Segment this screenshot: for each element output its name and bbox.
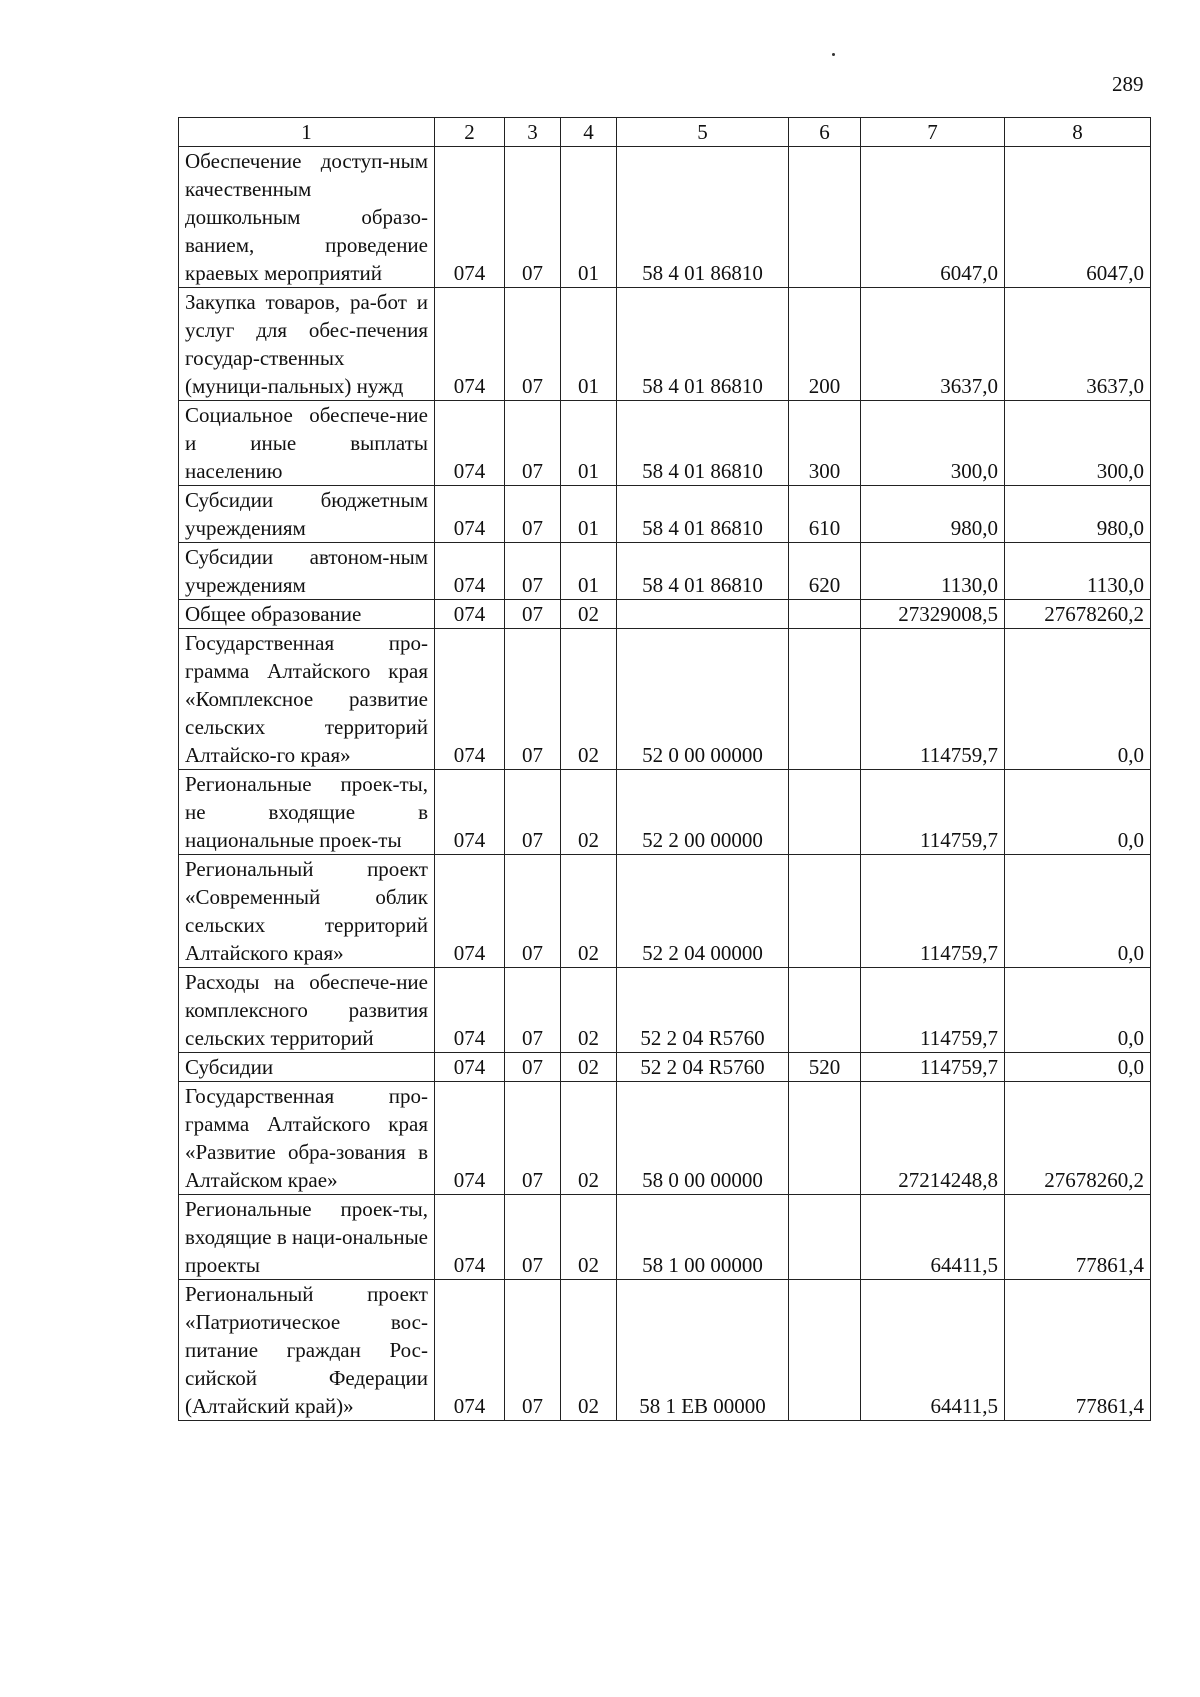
subsection-cell: 01 (561, 486, 617, 543)
amount-col8-cell: 6047,0 (1005, 147, 1151, 288)
amount-col7-cell: 1130,0 (861, 543, 1005, 600)
target-article-cell: 58 4 01 86810 (617, 486, 789, 543)
amount-col8-cell: 0,0 (1005, 770, 1151, 855)
admin-code-cell: 074 (435, 401, 505, 486)
section-cell: 07 (505, 855, 561, 968)
header-cell: 8 (1005, 118, 1151, 147)
expense-type-cell: 610 (789, 486, 861, 543)
row-name-cell: Региональные проек-ты, не входящие в национальные проек-ты (179, 770, 435, 855)
expense-type-cell (789, 770, 861, 855)
row-name-cell: Региональный проект «Современный облик сельских территорий Алтайского края» (179, 855, 435, 968)
header-cell: 7 (861, 118, 1005, 147)
target-article-cell: 58 4 01 86810 (617, 288, 789, 401)
row-name-cell: Субсидии бюджетным учреждениям (179, 486, 435, 543)
target-article-cell: 58 4 01 86810 (617, 147, 789, 288)
target-article-cell: 52 0 00 00000 (617, 629, 789, 770)
subsection-cell: 02 (561, 968, 617, 1053)
row-name-cell: Закупка товаров, ра-бот и услуг для обес-печения государ-ственных (муници-пальных) нужд (179, 288, 435, 401)
target-article-cell: 52 2 04 R5760 (617, 1053, 789, 1082)
table-row (179, 1280, 1151, 1421)
target-article-cell: 58 1 ЕВ 00000 (617, 1280, 789, 1421)
amount-col7-cell: 27214248,8 (861, 1082, 1005, 1195)
amount-col8-cell: 77861,4 (1005, 1195, 1151, 1280)
subsection-cell: 02 (561, 855, 617, 968)
admin-code-cell: 074 (435, 600, 505, 629)
amount-col7-cell: 64411,5 (861, 1195, 1005, 1280)
subsection-cell: 02 (561, 600, 617, 629)
section-cell: 07 (505, 1280, 561, 1421)
expense-type-cell (789, 1195, 861, 1280)
target-article-cell: 52 2 04 00000 (617, 855, 789, 968)
section-cell: 07 (505, 968, 561, 1053)
amount-col8-cell: 1130,0 (1005, 543, 1151, 600)
amount-col8-cell: 27678260,2 (1005, 1082, 1151, 1195)
row-name-cell: Расходы на обеспече-ние комплексного развития сельских территорий (179, 968, 435, 1053)
table-row (179, 770, 1151, 855)
expense-type-cell: 520 (789, 1053, 861, 1082)
expense-type-cell (789, 1280, 861, 1421)
section-cell: 07 (505, 1082, 561, 1195)
amount-col7-cell: 114759,7 (861, 1053, 1005, 1082)
row-name-cell: Общее образование (179, 600, 435, 629)
admin-code-cell: 074 (435, 486, 505, 543)
section-cell: 07 (505, 1195, 561, 1280)
header-cell: 2 (435, 118, 505, 147)
table-row (179, 1195, 1151, 1280)
amount-col7-cell: 6047,0 (861, 147, 1005, 288)
expense-type-cell (789, 600, 861, 629)
amount-col7-cell: 114759,7 (861, 629, 1005, 770)
expense-type-cell (789, 147, 861, 288)
admin-code-cell: 074 (435, 770, 505, 855)
admin-code-cell: 074 (435, 288, 505, 401)
subsection-cell: 01 (561, 147, 617, 288)
amount-col8-cell: 0,0 (1005, 629, 1151, 770)
table-row (179, 968, 1151, 1053)
subsection-cell: 02 (561, 629, 617, 770)
header-row (179, 118, 1151, 147)
table-body (179, 147, 1151, 1421)
target-article-cell: 52 2 04 R5760 (617, 968, 789, 1053)
row-name-cell: Государственная про-грамма Алтайского края «Развитие обра-зования в Алтайском крае» (179, 1082, 435, 1195)
table-row (179, 629, 1151, 770)
admin-code-cell: 074 (435, 855, 505, 968)
section-cell: 07 (505, 401, 561, 486)
row-name-cell: Региональный проект «Патриотическое вос-питание граждан Рос-сийской Федерации (Алтайский край)» (179, 1280, 435, 1421)
page-number: 289 (1112, 72, 1144, 96)
subsection-cell: 02 (561, 1053, 617, 1082)
subsection-cell: 02 (561, 770, 617, 855)
expense-type-cell: 300 (789, 401, 861, 486)
row-name-cell: Обеспечение доступ-ным качественным дошкольным образо-ванием, проведение краевых мероприятий (179, 147, 435, 288)
table-row (179, 1082, 1151, 1195)
expense-type-cell: 200 (789, 288, 861, 401)
expense-type-cell (789, 1082, 861, 1195)
amount-col8-cell: 0,0 (1005, 855, 1151, 968)
amount-col7-cell: 114759,7 (861, 855, 1005, 968)
amount-col7-cell: 300,0 (861, 401, 1005, 486)
target-article-cell: 58 1 00 00000 (617, 1195, 789, 1280)
amount-col7-cell: 114759,7 (861, 770, 1005, 855)
amount-col7-cell: 980,0 (861, 486, 1005, 543)
row-name-cell: Субсидии (179, 1053, 435, 1082)
header-cell: 1 (179, 118, 435, 147)
subsection-cell: 01 (561, 288, 617, 401)
section-cell: 07 (505, 600, 561, 629)
row-name-cell: Региональные проек-ты, входящие в наци-ональные проекты (179, 1195, 435, 1280)
section-cell: 07 (505, 486, 561, 543)
header-cell: 6 (789, 118, 861, 147)
section-cell: 07 (505, 543, 561, 600)
admin-code-cell: 074 (435, 968, 505, 1053)
header-cell: 5 (617, 118, 789, 147)
target-article-cell (617, 600, 789, 629)
table-row (179, 401, 1151, 486)
header-cell: 4 (561, 118, 617, 147)
section-cell: 07 (505, 147, 561, 288)
admin-code-cell: 074 (435, 1195, 505, 1280)
amount-col8-cell: 980,0 (1005, 486, 1151, 543)
table-row (179, 288, 1151, 401)
section-cell: 07 (505, 770, 561, 855)
table-row (179, 486, 1151, 543)
table-row (179, 147, 1151, 288)
subsection-cell: 02 (561, 1082, 617, 1195)
table-row (179, 855, 1151, 968)
amount-col8-cell: 0,0 (1005, 968, 1151, 1053)
scan-speck (832, 53, 835, 56)
table-row (179, 600, 1151, 629)
amount-col7-cell: 64411,5 (861, 1280, 1005, 1421)
target-article-cell: 52 2 00 00000 (617, 770, 789, 855)
row-name-cell: Социальное обеспече-ние и иные выплаты населению (179, 401, 435, 486)
budget-table (178, 117, 1151, 1421)
amount-col7-cell: 27329008,5 (861, 600, 1005, 629)
admin-code-cell: 074 (435, 543, 505, 600)
amount-col8-cell: 27678260,2 (1005, 600, 1151, 629)
expense-type-cell (789, 968, 861, 1053)
section-cell: 07 (505, 1053, 561, 1082)
expense-type-cell (789, 855, 861, 968)
amount-col8-cell: 0,0 (1005, 1053, 1151, 1082)
admin-code-cell: 074 (435, 629, 505, 770)
table-row (179, 543, 1151, 600)
subsection-cell: 01 (561, 543, 617, 600)
amount-col8-cell: 77861,4 (1005, 1280, 1151, 1421)
amount-col8-cell: 3637,0 (1005, 288, 1151, 401)
target-article-cell: 58 4 01 86810 (617, 543, 789, 600)
subsection-cell: 02 (561, 1280, 617, 1421)
row-name-cell: Государственная про-грамма Алтайского края «Комплексное развитие сельских территорий Алтайско-го края» (179, 629, 435, 770)
admin-code-cell: 074 (435, 147, 505, 288)
subsection-cell: 02 (561, 1195, 617, 1280)
amount-col8-cell: 300,0 (1005, 401, 1151, 486)
admin-code-cell: 074 (435, 1280, 505, 1421)
target-article-cell: 58 4 01 86810 (617, 401, 789, 486)
row-name-cell: Субсидии автоном-ным учреждениям (179, 543, 435, 600)
admin-code-cell: 074 (435, 1082, 505, 1195)
expense-type-cell (789, 629, 861, 770)
section-cell: 07 (505, 629, 561, 770)
table-row (179, 1053, 1151, 1082)
header-cell: 3 (505, 118, 561, 147)
amount-col7-cell: 114759,7 (861, 968, 1005, 1053)
amount-col7-cell: 3637,0 (861, 288, 1005, 401)
expense-type-cell: 620 (789, 543, 861, 600)
section-cell: 07 (505, 288, 561, 401)
target-article-cell: 58 0 00 00000 (617, 1082, 789, 1195)
admin-code-cell: 074 (435, 1053, 505, 1082)
subsection-cell: 01 (561, 401, 617, 486)
